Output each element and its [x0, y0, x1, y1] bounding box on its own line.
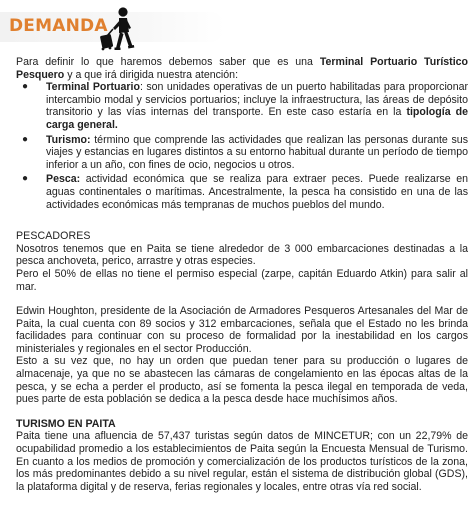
bullet-icon: ● — [22, 133, 29, 145]
traveler-with-suitcase-icon — [98, 6, 138, 52]
bullet-icon: ● — [22, 81, 29, 93]
definition-text: término que comprende las actividades que realizan las personas durante sus viajes y estancias en lugares distintos a su entorno habitual durante un período de tiempo inferior a un año, con fines de ocio, negocios u otros. — [46, 133, 468, 171]
definition-bold-tail: tipología de carga general. — [46, 106, 468, 131]
intro-text-before: Para definir lo que haremos debemos saber que es una — [16, 56, 320, 68]
intro-bold-term: Terminal Portuario Turístico Pesquero — [16, 56, 468, 81]
pescadores-paragraph: Esto a su vez que, no hay un orden que puedan tener para su producción o lugares de almacenaje, ya que no se abastecen las cámaras de congelamiento en las épocas altas de la pesca, y se echa a perder el producto, así se fomenta la pesca ilegal en temporada de veda, pues parte de esta población se dedica a la pesca desde hace muchísimos años. — [16, 355, 468, 406]
definition-item — [22, 133, 468, 172]
section-header — [0, 0, 476, 58]
turismo-heading: TURISMO EN PAITA — [16, 417, 116, 430]
definition-text: actividad económica que se realiza para extraer peces. Puede realizarse en aguas continentales o marítimas. Ancestralmente, la pesca ha consistido en una de las actividades económicas más tempranas de muchos pueblos del mundo. — [46, 173, 468, 211]
definition-term: Pesca: — [46, 173, 81, 186]
definition-item — [22, 173, 468, 211]
intro-text-after: y a que irá dirigida nuestra atención: — [64, 68, 239, 81]
intro-paragraph — [16, 56, 468, 81]
definitions-list — [16, 81, 468, 211]
document-body — [16, 56, 468, 493]
bullet-icon: ● — [22, 173, 29, 185]
turismo-paragraph: Paita tiene una afluencia de 57,437 turistas según datos de MINCETUR; con un 22,79% de ocupabilidad promedio a los establecimientos de Paita según la Encuesta Mensual de Turismo. En cuanto a los medios de promoción y comercialización de los productos turísticos de la zona, los más predominantes debido a su nivel regular, están el sistema de distribución global (GDS), la plataforma digital y de reserva, ferias regionales y locales, entre otras vía red social. — [16, 430, 468, 493]
definition-text: : son unidades operativas de un puerto habilitadas para proporcionar intercambio modal y servicios portuarios; incluye la infraestructura, las áreas de depósito transitorio y las vías internas del transporte. En este caso estaría en la — [46, 81, 469, 119]
pescadores-paragraph: Nosotros tenemos que en Paita se tiene alrededor de 3 000 embarcaciones destinadas a la pesca anchoveta, perico, arrastre y otras especies. — [16, 242, 468, 268]
definition-item — [22, 81, 469, 131]
page-title: DEMANDA — [9, 16, 108, 36]
definition-term: Terminal Portuario — [46, 81, 140, 94]
definition-term: Turismo: — [46, 133, 91, 146]
pescadores-paragraph: Edwin Houghton, presidente de la Asociación de Armadores Pesqueros Artesanales del Mar de Paita, la cual cuenta con 89 socios y 312 embarcaciones, señala que el Estado no les brinda facilidades para continuar con su proceso de formalidad por la inestabilidad en los cargos ministeriales y regionales en el sector Producción. — [16, 305, 468, 355]
pescadores-heading: PESCADORES — [16, 230, 91, 243]
pescadores-paragraph: Pero el 50% de ellas no tiene el permiso especial (zarpe, capitán Eduardo Atkin) para salir al mar. — [16, 267, 468, 293]
